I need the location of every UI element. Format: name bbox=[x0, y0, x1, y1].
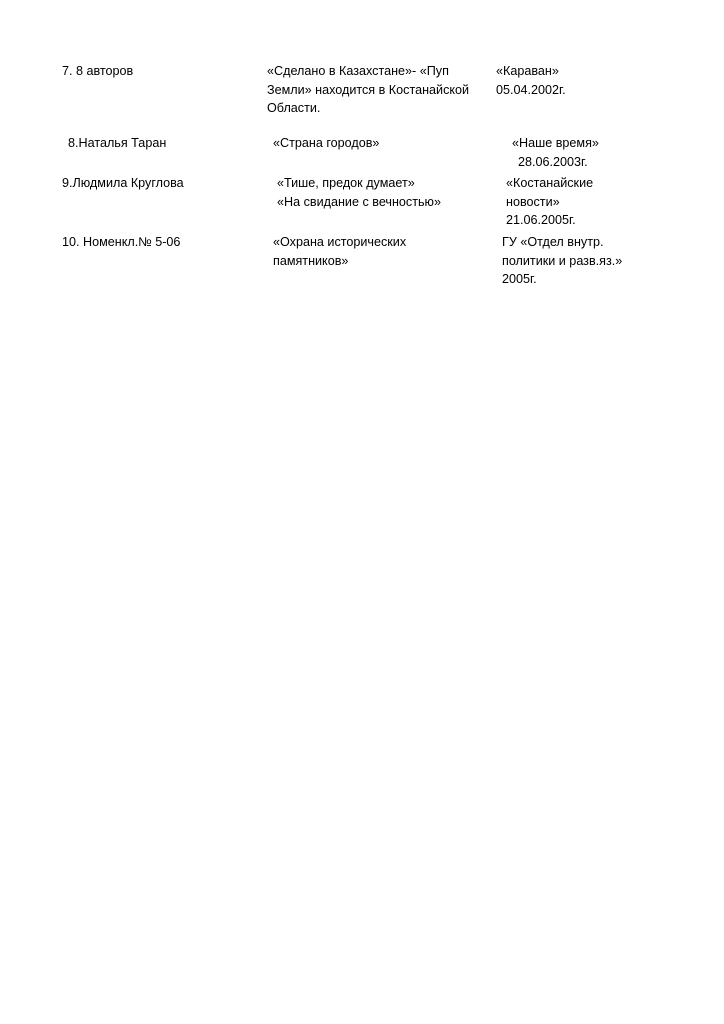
row-source-line: 2005г. bbox=[502, 272, 537, 287]
row-title-line: памятников» bbox=[273, 253, 349, 268]
row-source-line: новости» bbox=[506, 194, 560, 209]
row-author: 9.Людмила Круглова bbox=[62, 176, 184, 191]
row-source-line: ГУ «Отдел внутр. bbox=[502, 235, 604, 249]
row-source-line: «Караван» bbox=[496, 64, 559, 78]
table-row bbox=[62, 174, 662, 230]
row-title-line: «Охрана исторических bbox=[273, 235, 407, 249]
table-row bbox=[62, 233, 662, 289]
row-title bbox=[267, 174, 492, 211]
row-author: 8.Наталья Таран bbox=[68, 135, 167, 150]
row-title bbox=[267, 233, 488, 270]
document-body bbox=[62, 62, 662, 289]
row-source-line: «Наше время» bbox=[512, 135, 599, 150]
row-author: 7. 8 авторов bbox=[62, 64, 134, 78]
row-title bbox=[273, 134, 488, 153]
row-source bbox=[482, 62, 676, 99]
table-row bbox=[62, 62, 662, 118]
row-source-line: политики и разв.яз.» bbox=[502, 253, 623, 268]
row-title-line: «Тише, предок думает» bbox=[277, 176, 415, 191]
row-source-line: 05.04.2002г. bbox=[496, 82, 566, 97]
row-title-line: «Страна городов» bbox=[273, 135, 380, 150]
row-source-line: «Костанайские bbox=[506, 176, 594, 191]
row-spacer bbox=[62, 118, 662, 134]
row-author: 10. Номенкл.№ 5-06 bbox=[62, 235, 181, 249]
table-row bbox=[62, 134, 662, 171]
row-source-line: 21.06.2005г. bbox=[506, 213, 576, 228]
row-source bbox=[488, 134, 692, 171]
row-source-line: 28.06.2003г. bbox=[518, 154, 588, 169]
row-source bbox=[488, 233, 682, 289]
row-title-line: Области. bbox=[267, 101, 321, 116]
row-title-line: «На свидание с вечностью» bbox=[277, 194, 441, 209]
row-title-line: «Сделано в Казахстане»- «Пуп bbox=[267, 64, 449, 78]
row-source bbox=[492, 174, 686, 230]
row-title bbox=[267, 62, 482, 118]
row-title-line: Земли» находится в Костанайской bbox=[267, 82, 470, 97]
